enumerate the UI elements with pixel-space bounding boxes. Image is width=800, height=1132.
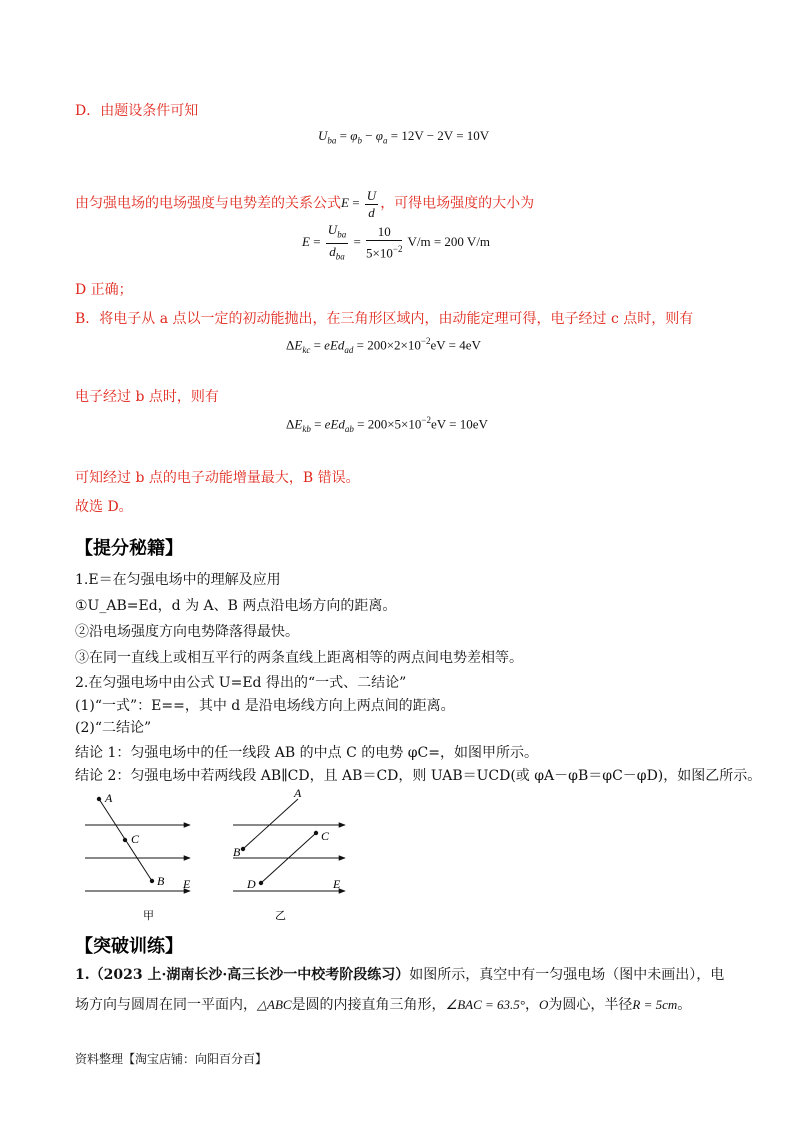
formula-intro: 由匀强电场的电场强度与电势差的关系公式E = $\frac{U}{d}$ ，可得电场强度的大小为 (75, 188, 535, 220)
tips-item-2b: (2)“二结论” (75, 720, 152, 736)
question-1-line-1: 1.（2023 上·湖南长沙·高三长沙一中校考阶段练习）如图所示，真空中有一匀强电场（图中未画出），电 (75, 967, 725, 983)
caption-left: 甲 (143, 909, 154, 922)
tips-item-1a: ①U_AB=Ed，d 为 A、B 两点沿电场方向的距离。 (75, 598, 397, 614)
b-point-line: 电子经过 b 点时，则有 (75, 389, 219, 405)
training-heading: 【突破训练】 (75, 936, 183, 957)
point-a (97, 797, 101, 801)
point-d-right (259, 881, 263, 885)
conclusion: 可知经过 b 点的电子动能增量最大，B 错误。 (75, 470, 360, 486)
d-correct: D 正确； (75, 282, 133, 298)
point-b (150, 879, 154, 883)
conclusion-2: 结论 2：匀强电场中若两线段 AB∥CD，且 AB＝CD，则 UAB＝UCD(或 φA－φB＝φC－φD)，如图乙所示。 (75, 768, 762, 784)
tips-item-1: 1.E＝在匀强电场中的理解及应用 (75, 572, 281, 588)
label-c-right: C (321, 829, 330, 843)
uniform-field-figure (75, 785, 355, 930)
conclusion-1: 结论 1：匀强电场中的任一线段 AB 的中点 C 的电势 φC=，如图甲所示。 (75, 745, 538, 761)
footer-note: 资料整理【淘宝店铺：向阳百分百】 (75, 1052, 268, 1066)
label-e-right: E (333, 877, 341, 891)
tips-item-2a: (1)“一式”：E==，其中 d 是沿电场线方向上两点间的距离。 (75, 698, 455, 714)
caption-right: 乙 (275, 909, 286, 922)
equation-e-value: E = $\frac{U_{ba}}{d_{ba}}$ = $\frac{10}{5\times 10^{-2}}$ V/m = 200 V/m (302, 222, 491, 262)
diagram-left (85, 791, 191, 922)
label-b-right: B (233, 845, 241, 859)
label-a-right: A (294, 786, 302, 800)
question-1-line-2: 场方向与圆周在同一平面内，△ABC是圆的内接直角三角形，∠BAC = 63.5°，O为圆心，半径R = 5cm。 (75, 997, 692, 1013)
segment-ab-right (243, 799, 298, 849)
equation-ekc: $\Delta E_{kc} = eEd_{ad} = 200\times 2\times 10^{-2}eV = 4eV$ (286, 336, 481, 355)
label-d-right: D (247, 877, 256, 891)
choice: 故选 D。 (75, 499, 133, 515)
b-line: B．将电子从 a 点以一定的初动能抛出，在三角形区域内，由动能定理可得，电子经过 c 点时，则有 (75, 311, 694, 327)
tips-heading: 【提分秘籍】 (75, 538, 183, 559)
point-c-right (314, 831, 318, 835)
equation-ekb: $\Delta E_{kb} = eEd_{ab} = 200\times 5\times 10^{-2}eV = 10eV$ (286, 415, 488, 434)
diagram-right (233, 786, 345, 922)
d-intro: D．由题设条件可知 (75, 103, 199, 119)
label-b: B (157, 874, 165, 888)
label-c: C (131, 832, 140, 846)
tips-item-1c: ③在同一直线上或相互平行的两条直线上距离相等的两点间电势差相等。 (75, 650, 523, 666)
equation-u-ba: $U_{ba} = \varphi_b - \varphi_a = 12V - 2V = 10V$ (318, 128, 490, 146)
tips-item-1b: ②沿电场强度方向电势降落得最快。 (75, 624, 299, 640)
label-e: E (183, 877, 191, 891)
label-a: A (105, 791, 113, 805)
tips-item-2: 2.在匀强电场中由公式 U=Ed 得出的“一式、二结论” (75, 675, 407, 691)
point-b-right (241, 847, 245, 851)
point-c (123, 838, 127, 842)
